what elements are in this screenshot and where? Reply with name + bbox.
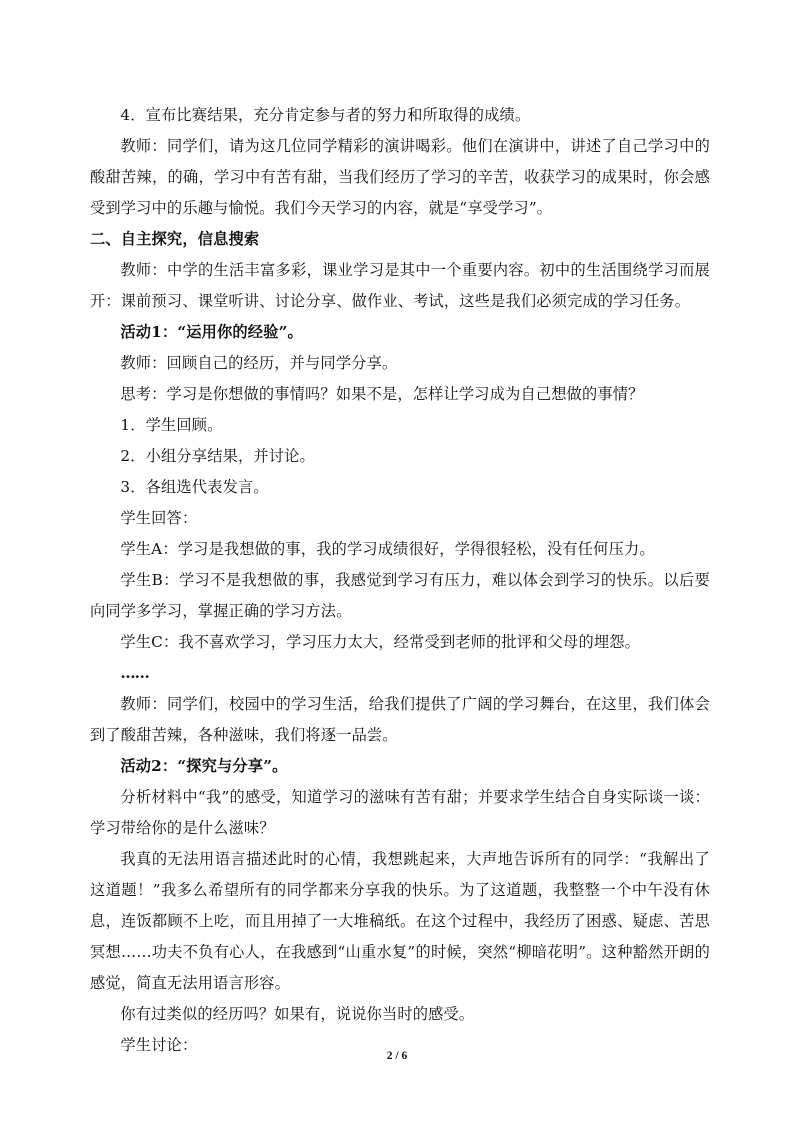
list-item: 3．各组选代表发言。 <box>120 478 269 496</box>
paragraph: 我真的无法用语言描述此时的心情，我想跳起来，大声地告诉所有的同学：“我解出了这道题！”我多么希望所有的同学都来分享我的快乐。为了这道题，我整整一个中午没有休息，连饭都顾不上吃，而且用掉了一大堆稿纸。在这个过程中，我经历了困惑、疑虑、苦思冥想……功夫不负有心人，在我感到“山重水复”的时候，突然“柳暗花明”。这种豁然开朗的感觉，简直无法用语言形容。 <box>90 850 710 992</box>
paragraph: 学生B：学习不是我想做的事，我感觉到学习有压力，难以体会到学习的快乐。以后要向同学多学习，掌握正确的学习方法。 <box>90 571 710 620</box>
paragraph: 学生回答： <box>120 509 198 527</box>
paragraph: 学生讨论： <box>120 1036 198 1054</box>
paragraph: 学生A：学习是我想做的事，我的学习成绩很好，学得很轻松，没有任何压力。 <box>120 540 655 558</box>
paragraph: 教师：中学的生活丰富多彩，课业学习是其中一个重要内容。初中的生活围绕学习而展开：课前预习、课堂听讲、讨论分享、做作业、考试，这些是我们必须完成的学习任务。 <box>90 261 710 310</box>
paragraph: 4．宣布比赛结果，充分肯定参与者的努力和所取得的成绩。 <box>120 106 531 124</box>
list-item: 1．学生回顾。 <box>120 416 223 434</box>
activity-heading: 活动2：“探究与分享”。 <box>120 757 288 775</box>
activity-heading: 活动1：“运用你的经验”。 <box>120 323 303 341</box>
paragraph: 教师：回顾自己的经历，并与同学分享。 <box>120 354 398 372</box>
paragraph: 你有过类似的经历吗？如果有，说说你当时的感受。 <box>120 1005 475 1023</box>
page-number: 2 / 6 <box>386 1050 408 1062</box>
list-item: 2．小组分享结果，并讨论。 <box>120 447 315 465</box>
paragraph: 分析材料中“我”的感受，知道学习的滋味有苦有甜；并要求学生结合自身实际谈一谈：学习带给你的是什么滋味？ <box>90 788 710 837</box>
paragraph: 教师：同学们，请为这几位同学精彩的演讲喝彩。他们在演讲中，讲述了自己学习中的酸甜苦辣，的确，学习中有苦有甜，当我们经历了学习的辛苦，收获学习的成果时，你会感受到学习中的乐趣与愉悦。我们今天学习的内容，就是“享受学习”。 <box>90 137 710 217</box>
paragraph: 思考：学习是你想做的事情吗？如果不是，怎样让学习成为自己想做的事情？ <box>120 385 644 403</box>
paragraph: 学生C：我不喜欢学习，学习压力太大，经常受到老师的批评和父母的埋怨。 <box>120 633 640 651</box>
section-heading: 二、自主探究，信息搜索 <box>90 230 260 248</box>
page-content <box>90 100 710 1061</box>
paragraph: 教师：同学们，校园中的学习生活，给我们提供了广阔的学习舞台，在这里，我们体会到了酸甜苦辣，各种滋味，我们将逐一品尝。 <box>90 695 710 744</box>
ellipsis: …… <box>120 664 149 682</box>
